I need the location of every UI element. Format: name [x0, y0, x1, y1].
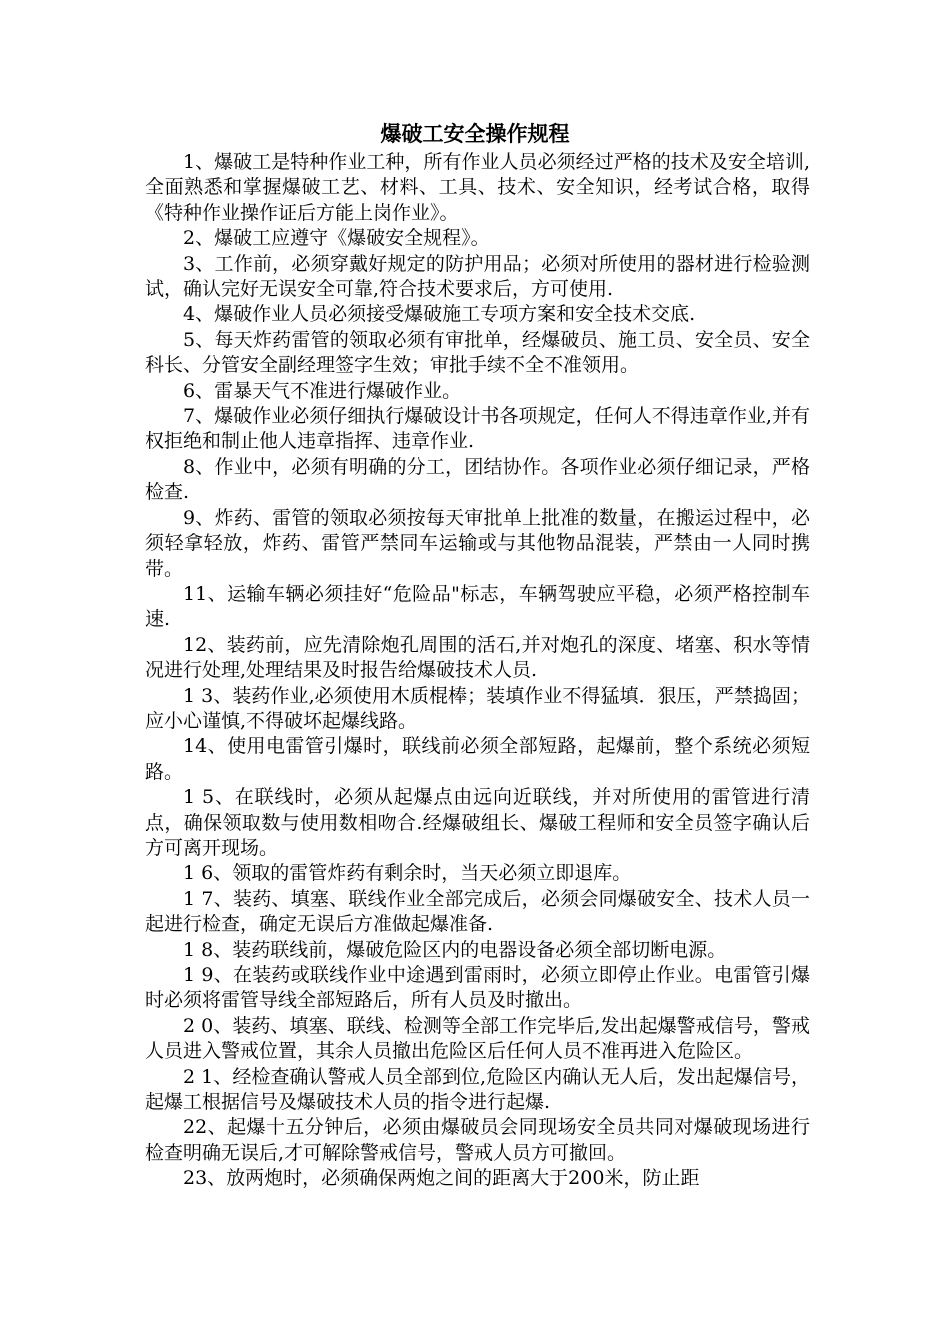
rule-paragraph-7: 7、爆破作业必须仔细执行爆破设计书各项规定，任何人不得违章作业,并有权拒绝和制止他人违章指挥、违章作业.: [145, 405, 810, 453]
rule-paragraph-2: 2、爆破工应遵守《爆破安全规程》。: [183, 227, 490, 250]
rule-paragraph-21: 2 1、经检查确认警戒人员全部到位,危险区内确认无人后，发出起爆信号，起爆工根据信号及爆破技术人员的指令进行起爆.: [145, 1065, 810, 1114]
rule-paragraph-20: 2 0、装药、填塞、联线、检测等全部工作完毕后,发出起爆警戒信号，警戒人员进入警戒位置，其余人员撤出危险区后任何人员不准再进入危险区。: [145, 1014, 810, 1063]
rule-paragraph-19: 1 9、在装药或联线作业中途遇到雷雨时，必须立即停止作业。电雷管引爆时必须将雷管导线全部短路后，所有人员及时撤出。: [145, 964, 810, 1012]
rule-paragraph-9: 9、炸药、雷管的领取必须按每天审批单上批准的数量，在搬运过程中，必须轻拿轻放，炸药、雷管严禁同车运输或与其他物品混装，严禁由一人同时携带。: [145, 506, 810, 580]
rule-paragraph-11: 11、运输车辆必须挂好“危险品"标志，车辆驾驶应平稳，必须严格控制车速.: [145, 582, 810, 631]
rule-paragraph-14: 14、使用电雷管引爆时，联线前必须全部短路，起爆前，整个系统必须短路。: [145, 735, 810, 783]
document-body: [145, 150, 810, 1192]
rule-paragraph-17: 1 7、装药、填塞、联线作业全部完成后，必须会同爆破安全、技术人员一起进行检查，确定无误后方准做起爆准备.: [145, 887, 810, 936]
rule-paragraph-8: 8、作业中，必须有明确的分工，团结协作。各项作业必须仔细记录，严格检查.: [145, 455, 810, 504]
rule-paragraph-16: 1 6、领取的雷管炸药有剩余时，当天必须立即退库。: [183, 862, 632, 885]
rule-paragraph-6: 6、雷暴天气不准进行爆破作业。: [183, 379, 462, 402]
rule-paragraph-23: 23、放两炮时，必须确保两炮之间的距离大于200米，防止距: [183, 1167, 700, 1190]
rule-paragraph-18: 1 8、装药联线前，爆破危险区内的电器设备必须全部切断电源。: [183, 938, 727, 961]
rule-paragraph-22: 22、起爆十五分钟后，必须由爆破员会同现场安全员共同对爆破现场进行检查明确无误后,才可解除警戒信号，警戒人员方可撤回。: [145, 1116, 810, 1164]
rule-paragraph-13: 1 3、装药作业,必须使用木质棍棒；装填作业不得猛填．狠压，严禁捣固；应小心谨慎,不得破坏起爆线路。: [145, 684, 810, 732]
rule-paragraph-1: 1、爆破工是特种作业工种，所有作业人员必须经过严格的技术及安全培训,全面熟悉和掌握爆破工艺、材料、工具、技术、安全知识，经考试合格，取得《特种作业操作证后方能上岗作业》。: [145, 151, 810, 224]
rule-paragraph-15: 1 5、在联线时，必须从起爆点由远向近联线，并对所使用的雷管进行清点，确保领取数与使用数相吻合.经爆破组长、爆破工程师和安全员签字确认后方可离开现场。: [145, 786, 810, 859]
document-title: 爆破工安全操作规程: [380, 122, 570, 146]
rule-paragraph-5: 5、每天炸药雷管的领取必须有审批单，经爆破员、施工员、安全员、安全科长、分管安全副经理签字生效；审批手续不全不准领用。: [145, 328, 810, 377]
rule-paragraph-4: 4、爆破作业人员必须接受爆破施工专项方案和安全技术交底.: [183, 303, 696, 326]
rule-paragraph-12: 12、装药前，应先清除炮孔周围的活石,并对炮孔的深度、堵塞、积水等情况进行处理,处理结果及时报告给爆破技术人员.: [145, 633, 810, 682]
rule-paragraph-3: 3、工作前，必须穿戴好规定的防护用品；必须对所使用的器材进行检验测试，确认完好无误安全可靠,符合技术要求后，方可使用.: [145, 252, 810, 301]
